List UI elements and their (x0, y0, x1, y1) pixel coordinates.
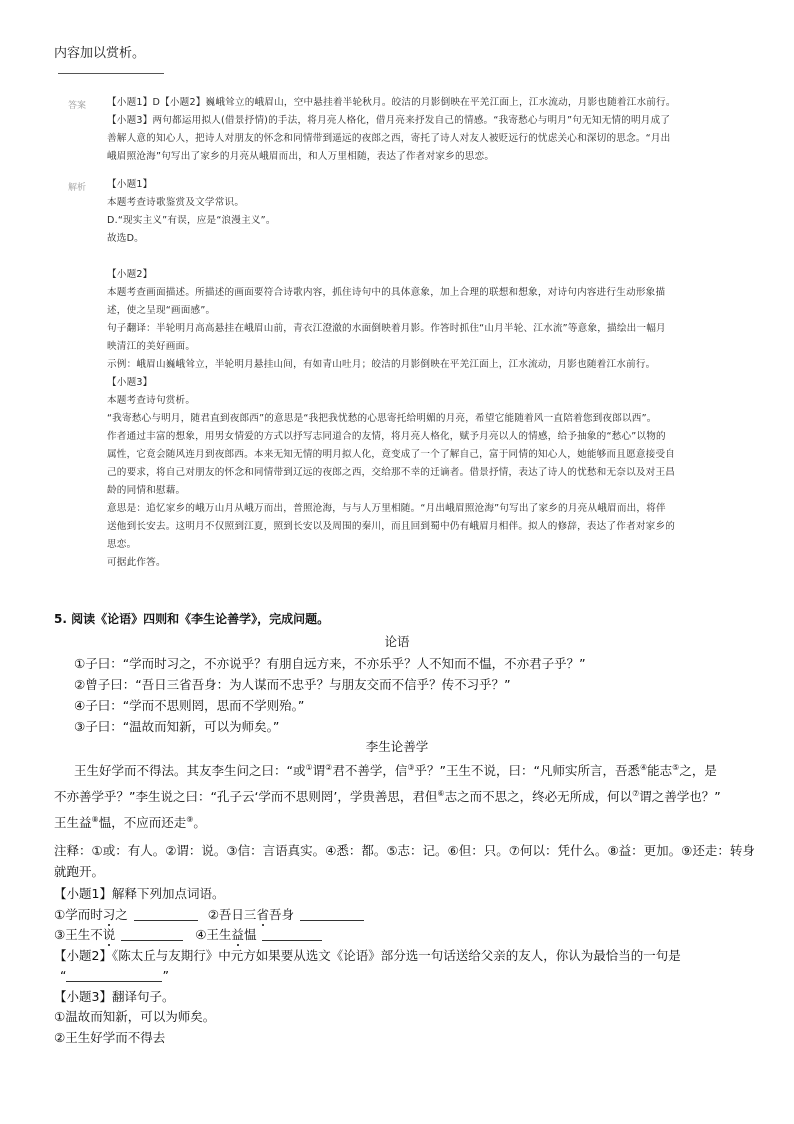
li-text: 愠，不应而还走 (98, 815, 187, 830)
analysis-line: 思恋。 (107, 539, 137, 550)
li-line-2 (54, 782, 721, 808)
sub3-item: ②王生好学而不得去 (54, 1029, 166, 1045)
answer-line: 峨眉照沧海”句写出了家乡的月亮从峨眉而出，和人万里相随，表达了作者对家乡的思恋。 (107, 151, 495, 162)
analysis-line: 本题考查画面描述。所描述的画面要符合诗歌内容，抓住诗句中的具体意象，加上合理的联想和想象，对诗句内容进行生动形象描 (107, 287, 666, 298)
li-text: 之，是 (679, 763, 717, 778)
item-text: ④王生 (195, 927, 232, 942)
open-quote: “ (60, 968, 67, 983)
answer-blank-5[interactable] (66, 969, 162, 982)
li-text: 不亦善学乎？”李生说之曰：“孔子云‘学而不思则罔’，学贵善思，君但 (54, 789, 438, 804)
li-text: 志之而不思之，终必无所成，何以 (444, 789, 633, 804)
sub1-title: 【小题1】解释下列加点词语。 (54, 886, 225, 901)
analysis-line: 示例：峨眉山巍峨耸立，半轮明月悬挂山间，有如青山吐月；皎洁的月影倒映在平羌江面上，江水流动，月影也随着江水前行。 (107, 359, 656, 370)
li-text: 君不善学，信 (332, 763, 408, 778)
note-marker: ⑨ (186, 815, 194, 824)
answer-blank-4[interactable] (262, 928, 322, 941)
item-text: 愠 (243, 927, 257, 942)
answer-line: 善解人意的知心人，把诗人对朋友的怀念和同情带到遥远的夜郎之西，寄托了诗人对友人被贬远行的忧虑关心和深切的思念。“月出 (107, 133, 671, 144)
note-marker: ② (325, 763, 333, 772)
sub1-row-2 (54, 925, 681, 946)
analysis-line: 故选D。 (107, 233, 144, 244)
lunyu-line: ①子曰：“学而时习之，不亦说乎？有朋自远方来，不亦乐乎？人不知而不愠，不亦君子乎？” (74, 656, 586, 671)
answer-line: 【小题3】两句都运用拟人(借景抒情)的手法，将月亮人格化，借月亮来抒发自己的情感。“我寄愁心与明月”句无知无情的明月成了 (107, 115, 671, 126)
answer-block (107, 94, 676, 166)
analysis-line: 述，使之呈现“画面感”。 (107, 305, 216, 316)
li-text: 。 (193, 815, 206, 830)
li-line-1 (54, 756, 721, 782)
lunyu-block (74, 653, 586, 737)
li-text: 谓 (312, 763, 326, 778)
analysis-line (107, 248, 675, 266)
analysis-line: 龄的同情和慰藉。 (107, 485, 186, 496)
analysis-label: 解析 (68, 183, 87, 193)
analysis-line: 意思是：追忆家乡的峨万山月从峨万而出，普照沧海，与与人万里相随。“月出峨眉照沧海”句写出了家乡的月亮从峨眉而出，将伴 (107, 503, 666, 514)
note-marker: ③ (407, 763, 415, 772)
note-marker: ① (305, 763, 313, 772)
top-text: 内容加以赏析。 (54, 46, 146, 61)
notes (54, 840, 755, 882)
analysis-line: 本题考查诗句赏析。 (107, 395, 196, 406)
analysis-line: 可据此作答。 (107, 557, 166, 568)
li-passage (54, 756, 721, 834)
analysis-line: 作者通过丰富的想象，用男女情爱的方式以抒写志同道合的友情，将月亮人格化，赋予月亮以人的情感，给予抽象的“愁心”以物的 (107, 431, 666, 442)
dotted-word: 习 (102, 906, 116, 922)
lunyu-line: ②曾子曰：“吾日三省吾身：为人谋而不忠乎？与朋友交而不信乎？传不习乎？” (74, 677, 511, 692)
analysis-line: 属性，它竟会随风连月到夜郎西。本来无知无情的明月拟人化，竟变成了一个了解自己，富于同情的知心人，她能够而且愿意接受自 (107, 449, 676, 460)
analysis-line: 送他到长安去。这明月不仅照到江夏，照到长安以及周围的秦川，而且回到蜀中仍有峨眉月相伴。拟人的修辞，表达了作者对家乡的 (107, 521, 676, 532)
close-quote: ” (162, 968, 169, 983)
dotted-word: 说 (102, 927, 116, 942)
sub3-title: 【小题3】翻译句子。 (54, 988, 175, 1004)
lunyu-line: ③子曰：“温故而知新，可以为师矣。” (74, 719, 280, 734)
analysis-line: “我寄愁心与明月，随君直到夜郎西”的意思是“我把我忧愁的心思寄托给明媚的月亮，希望它能随着风一直陪着您到夜郎以西”。 (107, 413, 657, 424)
dotted-word: 益 (231, 927, 244, 942)
analysis-line: 【小题2】 (107, 269, 153, 280)
note-marker: ⑧ (91, 815, 99, 824)
li-text: 王生好学而不得法。其友李生问之曰：“或 (74, 763, 306, 778)
li-text: 乎？”王生不说，曰：“凡师实所言，吾悉 (414, 763, 640, 778)
analysis-line: 本题考查诗歌鉴赏及文学常识。 (107, 197, 245, 208)
sub-questions (54, 884, 681, 1048)
divider-line (58, 73, 164, 74)
analysis-line: D.“现实主义”有误，应是“浪漫主义”。 (107, 215, 276, 226)
answer-blank-2[interactable] (300, 908, 364, 921)
text2-title: 李生论善学 (365, 739, 429, 754)
analysis-line: 【小题1】 (107, 179, 153, 190)
dotted-word: 省 (256, 906, 269, 922)
item-text: 之 (115, 906, 128, 922)
li-text: 王生益 (54, 815, 92, 830)
item-text: ③王生不 (54, 927, 103, 942)
answer-label: 答案 (68, 101, 87, 111)
note-marker: ⑦ (632, 789, 640, 798)
sub1-row-1 (54, 905, 681, 926)
item-text: ①学而时 (54, 906, 103, 922)
note-marker: ⑤ (672, 763, 680, 772)
sub3-item: ①温故而知新，可以为师矣。 (54, 1009, 216, 1024)
analysis-line: 句子翻译：半轮明月高高悬挂在峨眉山前，青衣江澄澈的水面倒映着月影。作答时抓住“山月半轮、江水流”等意象，描绘出一幅月 (107, 323, 666, 334)
analysis-block (107, 176, 675, 572)
note-marker: ⑥ (437, 789, 445, 798)
answer-blank-1[interactable] (134, 908, 198, 921)
li-text: 谓之善学也？” (639, 789, 721, 804)
notes-line: 就跑开。 (54, 864, 105, 879)
sub2-answer-row (54, 966, 681, 987)
li-line-3 (54, 808, 721, 834)
note-marker: ④ (639, 763, 648, 772)
lunyu-line: ④子曰：“学而不思则罔，思而不学则殆。” (74, 698, 305, 713)
answer-blank-3[interactable] (121, 928, 183, 941)
item-text: 吾身 (268, 906, 294, 922)
text1-title: 论语 (384, 634, 410, 649)
sub2-text: 【小题2】《陈太丘与友期行》中元方如果要从选文《论语》部分选一句话送给父亲的友人，你认为最恰当的一句是 (54, 947, 681, 963)
item-text: ②吾日三 (207, 906, 257, 922)
analysis-line: 己的要求，将自己对朋友的怀念和同情带到辽远的夜郎之西，交给那不幸的迁谪者。借景抒情，表达了诗人的忧愁和无奈以及对王昌 (107, 467, 676, 478)
question-title: 5. 阅读《论语》四则和《李生论善学》，完成问题。 (54, 612, 330, 626)
answer-line: 【小题1】D【小题2】巍峨耸立的峨眉山，空中悬挂着半轮秋月。皎洁的月影倒映在平羌江面上，江水流动，月影也随着江水前行。 (107, 97, 676, 108)
notes-line: 注释：①或：有人。②谓：说。③信：言语真实。④悉：都。⑤志：记。⑥但：只。⑦何以：凭什么。⑧益：更加。⑨还走：转身 (54, 843, 755, 858)
analysis-line: 映清江的美好画面。 (107, 341, 196, 352)
analysis-line: 【小题3】 (107, 377, 153, 388)
li-text: 能志 (647, 763, 673, 778)
